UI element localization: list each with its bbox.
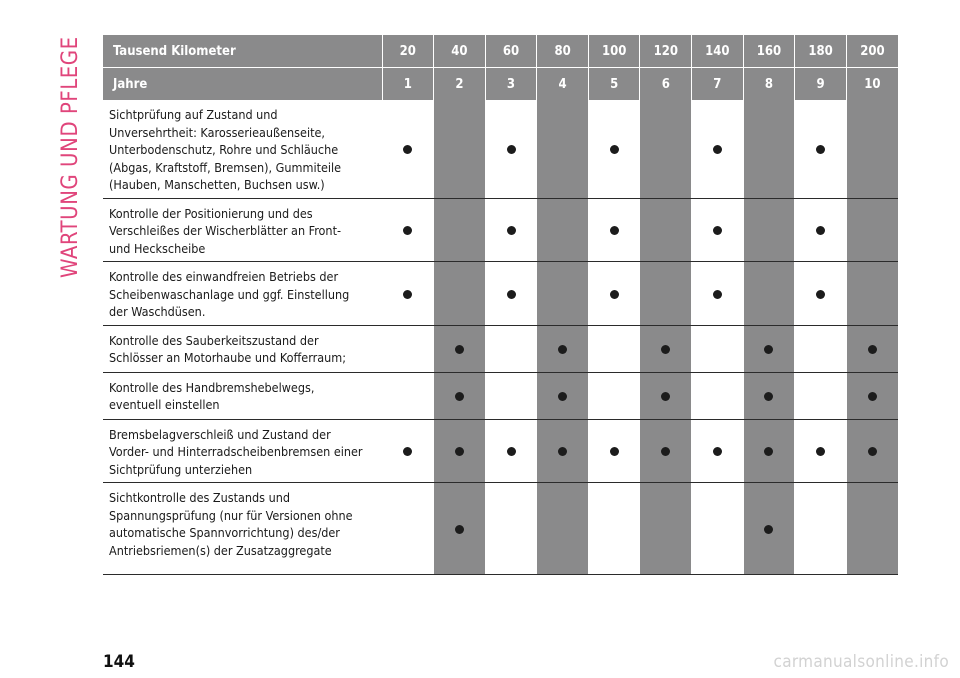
header-km-120: 120 xyxy=(640,35,692,68)
interval-cell xyxy=(692,325,744,372)
check-dot-icon xyxy=(816,447,825,456)
interval-cell xyxy=(846,325,898,372)
interval-cell xyxy=(537,419,589,483)
interval-cell xyxy=(588,198,640,262)
check-dot-icon xyxy=(868,447,877,456)
interval-cell xyxy=(588,419,640,483)
check-dot-icon xyxy=(816,290,825,299)
check-dot-icon xyxy=(610,447,619,456)
check-dot-icon xyxy=(661,345,670,354)
check-dot-icon xyxy=(764,345,773,354)
interval-cell xyxy=(485,483,537,575)
interval-cell xyxy=(743,419,795,483)
header-km-100: 100 xyxy=(588,35,640,68)
interval-cell xyxy=(434,419,486,483)
schedule-row xyxy=(103,198,898,262)
check-dot-icon xyxy=(558,392,567,401)
check-dot-icon xyxy=(403,226,412,235)
interval-cell xyxy=(846,100,898,198)
interval-cell xyxy=(795,262,847,326)
task-description: Kontrolle des einwandfreien Betriebs der Scheibenwaschanlage und ggf. Einstellung der Waschdüsen. xyxy=(103,262,382,326)
header-km-20: 20 xyxy=(382,35,434,68)
header-year-7: 7 xyxy=(692,68,744,101)
interval-cell xyxy=(846,419,898,483)
interval-cell xyxy=(382,372,434,419)
check-dot-icon xyxy=(816,145,825,154)
page-number: 144 xyxy=(103,652,135,672)
interval-cell xyxy=(382,198,434,262)
task-description: Sichtprüfung auf Zustand und Unversehrtheit: Karosserieaußenseite, Unterbodenschutz, Rohre und Schläuche (Abgas, Kraftstoff, Bremsen), Gummiteile (Hauben, Manschetten, Buchsen usw.) xyxy=(103,100,382,198)
interval-cell xyxy=(846,483,898,575)
schedule-row xyxy=(103,483,898,575)
check-dot-icon xyxy=(507,290,516,299)
check-dot-icon xyxy=(507,145,516,154)
check-dot-icon xyxy=(816,226,825,235)
interval-cell xyxy=(795,483,847,575)
interval-cell xyxy=(640,372,692,419)
interval-cell xyxy=(434,372,486,419)
interval-cell xyxy=(795,100,847,198)
check-dot-icon xyxy=(764,447,773,456)
check-dot-icon xyxy=(507,447,516,456)
check-dot-icon xyxy=(455,392,464,401)
interval-cell xyxy=(692,262,744,326)
section-title-text: WARTUNG UND PFLEGE xyxy=(58,36,83,278)
interval-cell xyxy=(640,419,692,483)
interval-cell xyxy=(692,419,744,483)
interval-cell xyxy=(588,262,640,326)
header-row-years xyxy=(103,68,898,101)
interval-cell xyxy=(382,262,434,326)
interval-cell xyxy=(588,372,640,419)
check-dot-icon xyxy=(455,447,464,456)
header-km-60: 60 xyxy=(485,35,537,68)
interval-cell xyxy=(588,483,640,575)
interval-cell xyxy=(434,325,486,372)
interval-cell xyxy=(743,483,795,575)
header-year-9: 9 xyxy=(795,68,847,101)
header-year-2: 2 xyxy=(434,68,486,101)
header-km-180: 180 xyxy=(795,35,847,68)
interval-cell xyxy=(692,372,744,419)
check-dot-icon xyxy=(558,447,567,456)
check-dot-icon xyxy=(713,145,722,154)
interval-cell xyxy=(485,372,537,419)
check-dot-icon xyxy=(764,392,773,401)
interval-cell xyxy=(795,198,847,262)
interval-cell xyxy=(382,483,434,575)
schedule-row xyxy=(103,100,898,198)
check-dot-icon xyxy=(403,290,412,299)
check-dot-icon xyxy=(713,447,722,456)
interval-cell xyxy=(795,325,847,372)
check-dot-icon xyxy=(507,226,516,235)
header-row-kilometers xyxy=(103,35,898,68)
interval-cell xyxy=(434,198,486,262)
check-dot-icon xyxy=(713,226,722,235)
interval-cell xyxy=(382,419,434,483)
check-dot-icon xyxy=(455,525,464,534)
interval-cell xyxy=(485,262,537,326)
interval-cell xyxy=(485,100,537,198)
interval-cell xyxy=(537,198,589,262)
schedule-row xyxy=(103,262,898,326)
header-km-200: 200 xyxy=(846,35,898,68)
task-description: Kontrolle des Handbremshebelwegs, eventuell einstellen xyxy=(103,372,382,419)
schedule-row xyxy=(103,325,898,372)
header-km-80: 80 xyxy=(537,35,589,68)
interval-cell xyxy=(743,325,795,372)
interval-cell xyxy=(743,262,795,326)
interval-cell xyxy=(537,483,589,575)
header-km-140: 140 xyxy=(692,35,744,68)
interval-cell xyxy=(640,198,692,262)
check-dot-icon xyxy=(610,145,619,154)
interval-cell xyxy=(692,483,744,575)
interval-cell xyxy=(846,198,898,262)
header-km-40: 40 xyxy=(434,35,486,68)
task-description: Sichtkontrolle des Zustands und Spannungsprüfung (nur für Versionen ohne automatische Spannvorrichtung) des/der Antriebsriemen(s) der Zusatzaggregate xyxy=(103,483,382,575)
interval-cell xyxy=(485,198,537,262)
task-description: Kontrolle des Sauberkeitszustand der Schlösser an Motorhaube und Kofferraum; xyxy=(103,325,382,372)
interval-cell xyxy=(382,100,434,198)
check-dot-icon xyxy=(455,345,464,354)
check-dot-icon xyxy=(661,392,670,401)
header-year-5: 5 xyxy=(588,68,640,101)
interval-cell xyxy=(537,325,589,372)
interval-cell xyxy=(743,100,795,198)
interval-cell xyxy=(640,325,692,372)
interval-cell xyxy=(795,372,847,419)
check-dot-icon xyxy=(868,392,877,401)
interval-cell xyxy=(485,419,537,483)
task-description: Bremsbelagverschleiß und Zustand der Vorder- und Hinterradscheibenbremsen einer Sichtprüfung unterziehen xyxy=(103,419,382,483)
header-label-kilometers: Tausend Kilometer xyxy=(103,35,382,68)
interval-cell xyxy=(743,198,795,262)
schedule-row xyxy=(103,419,898,483)
interval-cell xyxy=(640,100,692,198)
check-dot-icon xyxy=(661,447,670,456)
interval-cell xyxy=(434,483,486,575)
section-title xyxy=(55,30,83,280)
interval-cell xyxy=(588,325,640,372)
interval-cell xyxy=(795,419,847,483)
interval-cell xyxy=(846,262,898,326)
interval-cell xyxy=(537,100,589,198)
interval-cell xyxy=(382,325,434,372)
check-dot-icon xyxy=(868,345,877,354)
schedule-row xyxy=(103,372,898,419)
interval-cell xyxy=(537,372,589,419)
header-year-8: 8 xyxy=(743,68,795,101)
check-dot-icon xyxy=(610,226,619,235)
interval-cell xyxy=(485,325,537,372)
check-dot-icon xyxy=(764,525,773,534)
header-year-1: 1 xyxy=(382,68,434,101)
check-dot-icon xyxy=(403,145,412,154)
header-year-3: 3 xyxy=(485,68,537,101)
watermark: carmanualsonline.info xyxy=(773,652,949,672)
check-dot-icon xyxy=(713,290,722,299)
check-dot-icon xyxy=(558,345,567,354)
check-dot-icon xyxy=(403,447,412,456)
interval-cell xyxy=(692,198,744,262)
header-year-10: 10 xyxy=(846,68,898,101)
interval-cell xyxy=(743,372,795,419)
interval-cell xyxy=(434,262,486,326)
task-description: Kontrolle der Positionierung und des Verschleißes der Wischerblätter an Front- und Heckscheibe xyxy=(103,198,382,262)
schedule-body xyxy=(103,100,898,575)
interval-cell xyxy=(640,262,692,326)
header-year-4: 4 xyxy=(537,68,589,101)
header-label-years: Jahre xyxy=(103,68,382,101)
header-year-6: 6 xyxy=(640,68,692,101)
maintenance-schedule-table xyxy=(103,35,898,575)
interval-cell xyxy=(692,100,744,198)
check-dot-icon xyxy=(610,290,619,299)
interval-cell xyxy=(537,262,589,326)
interval-cell xyxy=(588,100,640,198)
interval-cell xyxy=(846,372,898,419)
interval-cell xyxy=(640,483,692,575)
header-km-160: 160 xyxy=(743,35,795,68)
interval-cell xyxy=(434,100,486,198)
